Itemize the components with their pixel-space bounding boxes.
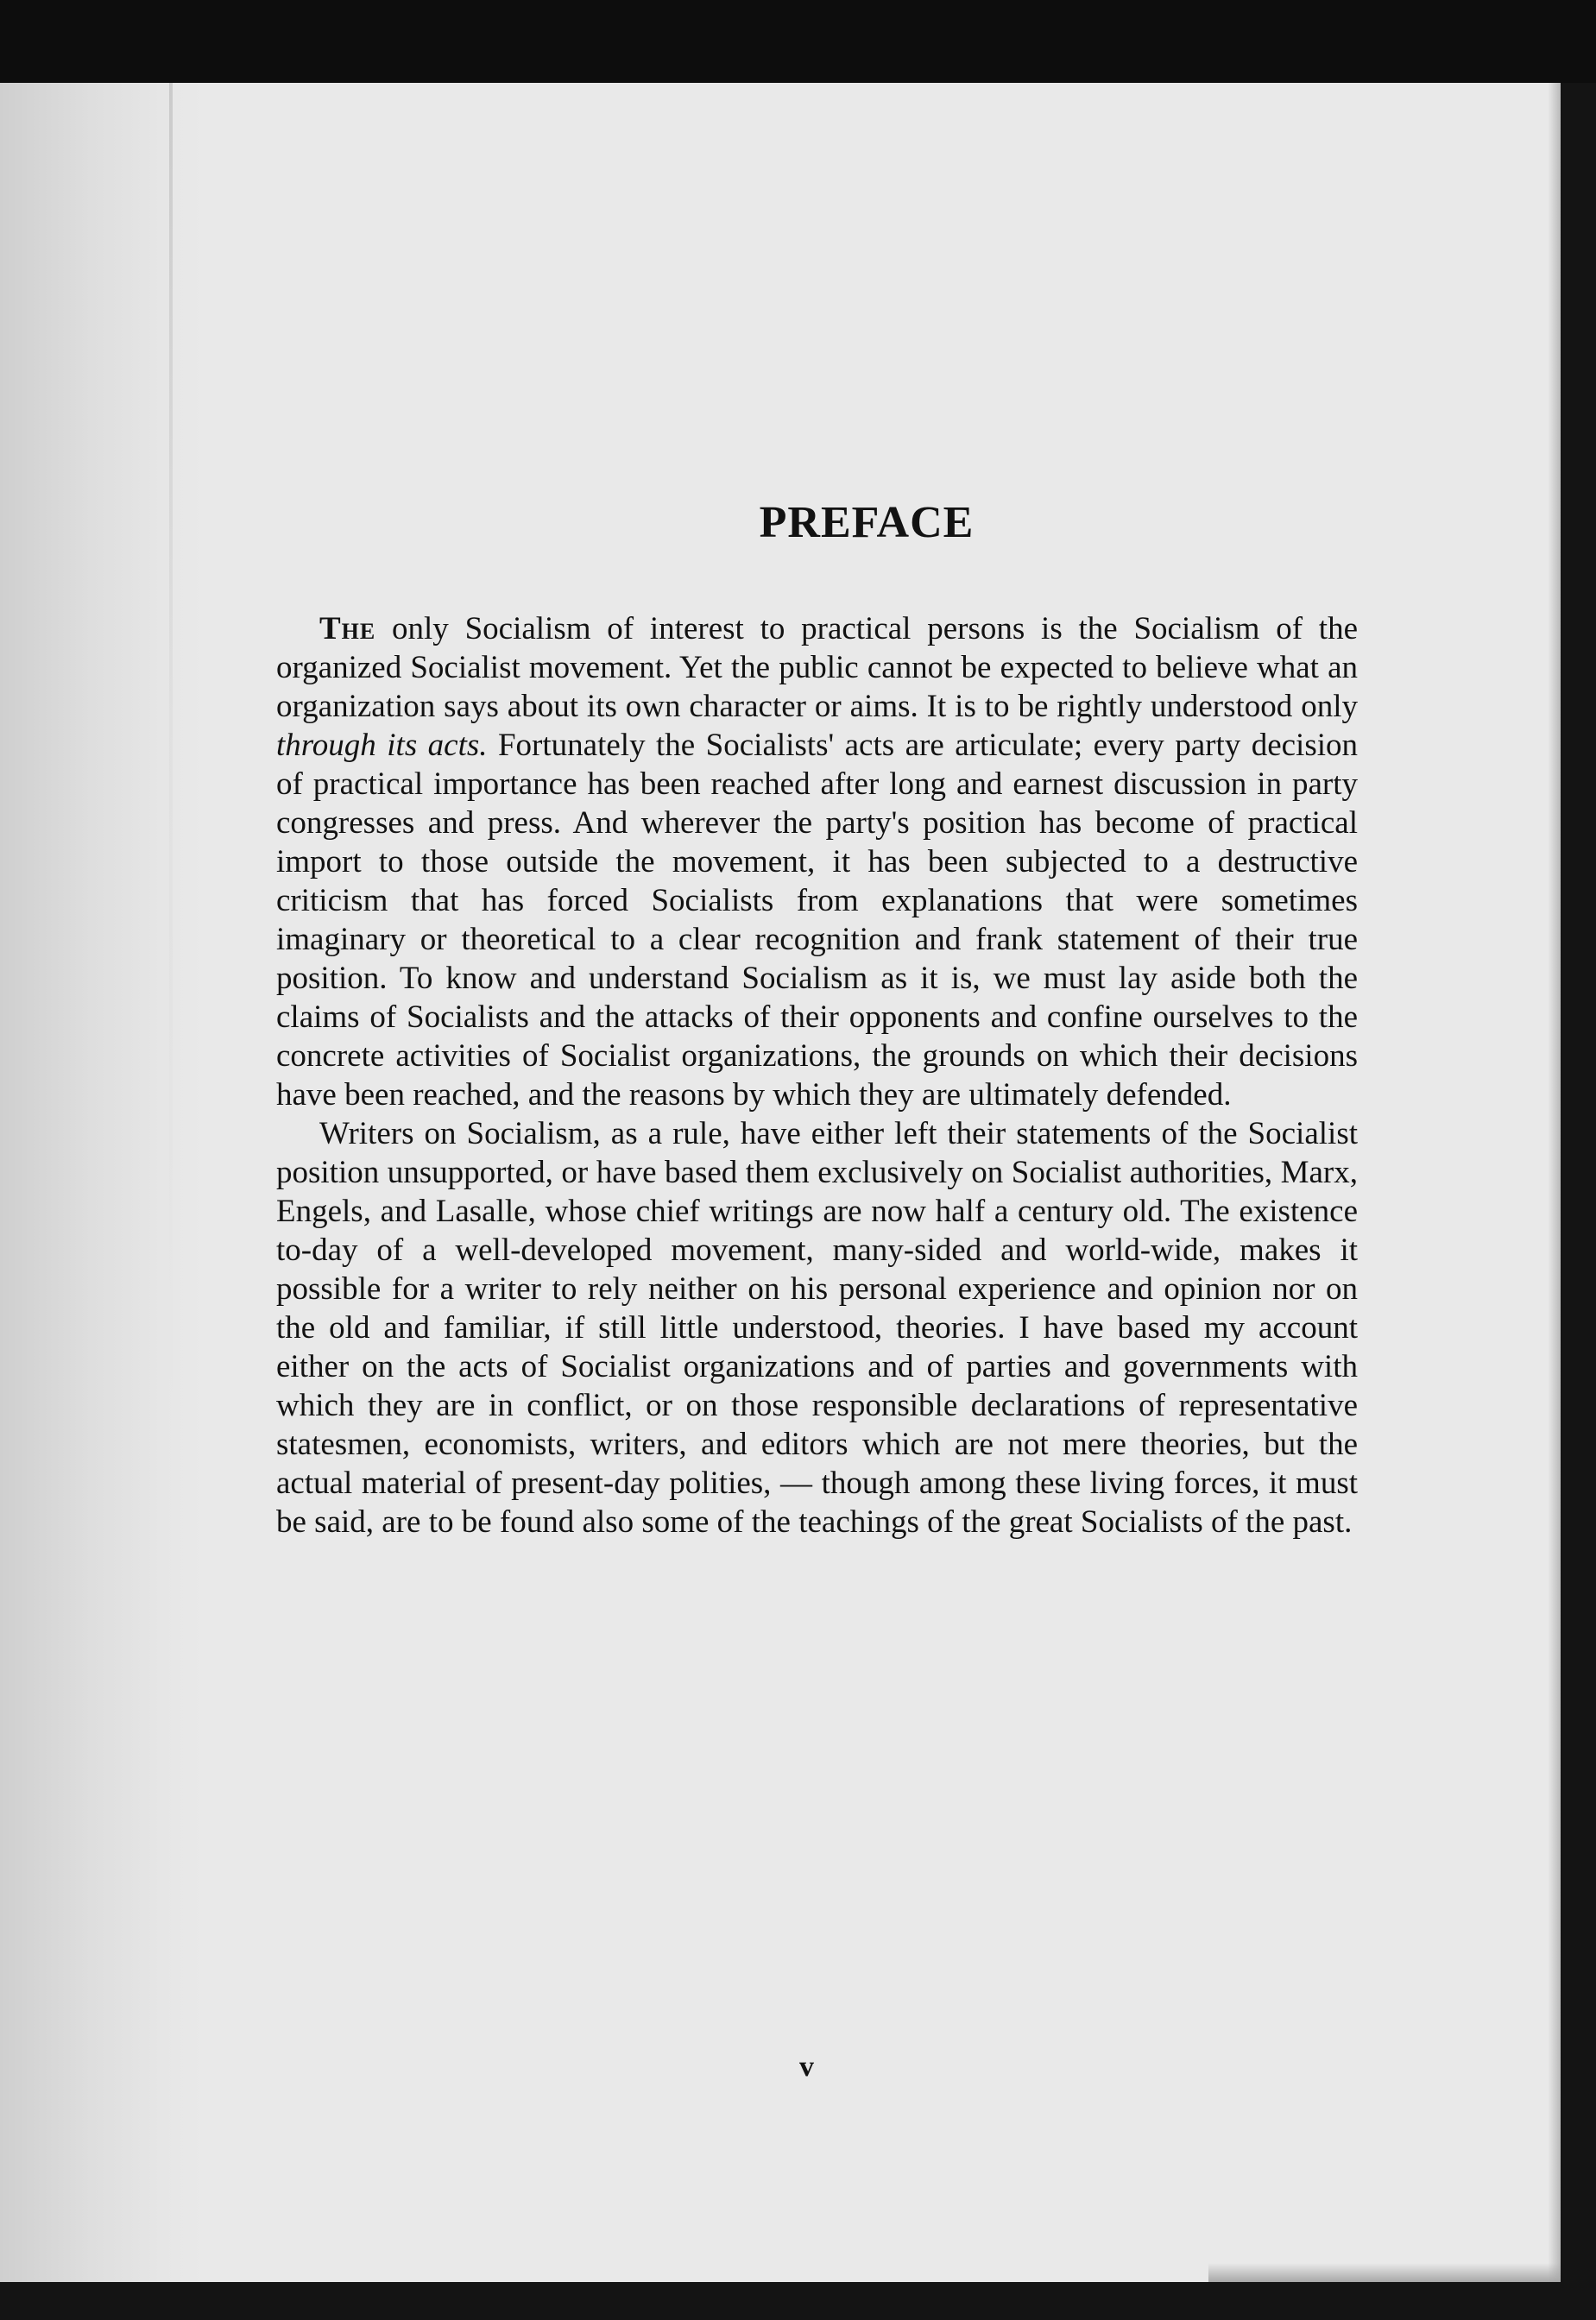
paragraph-1 xyxy=(276,609,1358,1114)
paragraph-1-lead-word: The xyxy=(319,611,376,646)
binding-edge-line xyxy=(169,83,173,2282)
page-number: v xyxy=(799,2051,814,2083)
paragraph-1-text-end: Fortunately the Socialists' acts are articulate; every party decision of practical importance has been reached after long and earnest discussion in party congresses and press. And wherever the party's position has become of practical import to those outside the movement, it has been subjected to a destructive criticism that has forced Socialists from explanations that were sometimes imaginary or theoretical to a clear recognition and frank statement of their true position. To know and understand Socialism as it is, we must lay aside both the claims of Socialists and the attacks of their opponents and confine ourselves to the concrete activities of Socialist organizations, the grounds on which their decisions have been reached, and the reasons by which they are ultimately defended. xyxy=(276,728,1358,1113)
paragraph-2: Writers on Socialism, as a rule, have either left their statements of the Socialist position unsupported, or have based them exclusively on Socialist authorities, Marx, Engels, and Lasalle, whose chief writings are now half a century old. The existence to-day of a well-developed movement, many-sided and world-wide, makes it possible for a writer to rely neither on his personal experience and opinion nor on the old and familiar, if still little understood, theories. I have based my account either on the acts of Socialist organizations and of parties and governments with which they are in conflict, or on those responsible declarations of representative statesmen, economists, writers, and editors which are not mere theories, but the actual material of present-day polities, — though among these living forces, it must be said, are to be found also some of the teachings of the great Socialists of the past. xyxy=(276,1116,1358,1540)
page-bottom-edge-shadow xyxy=(1208,2263,1561,2282)
page-text-block xyxy=(276,498,1358,1541)
scanner-background-top xyxy=(0,0,1596,83)
paragraph-1-emphasis: through its acts. xyxy=(276,728,488,763)
page-heading: PREFACE xyxy=(759,498,975,547)
page-right-edge-shadow xyxy=(1549,83,1561,2282)
paragraph-1-text-start: only Socialism of interest to practical persons is the Socialism of the organized Socialist movement. Yet the public cannot be expected to believe what an organization says about its own character or aims. It is to be rightly understood only xyxy=(276,611,1358,724)
